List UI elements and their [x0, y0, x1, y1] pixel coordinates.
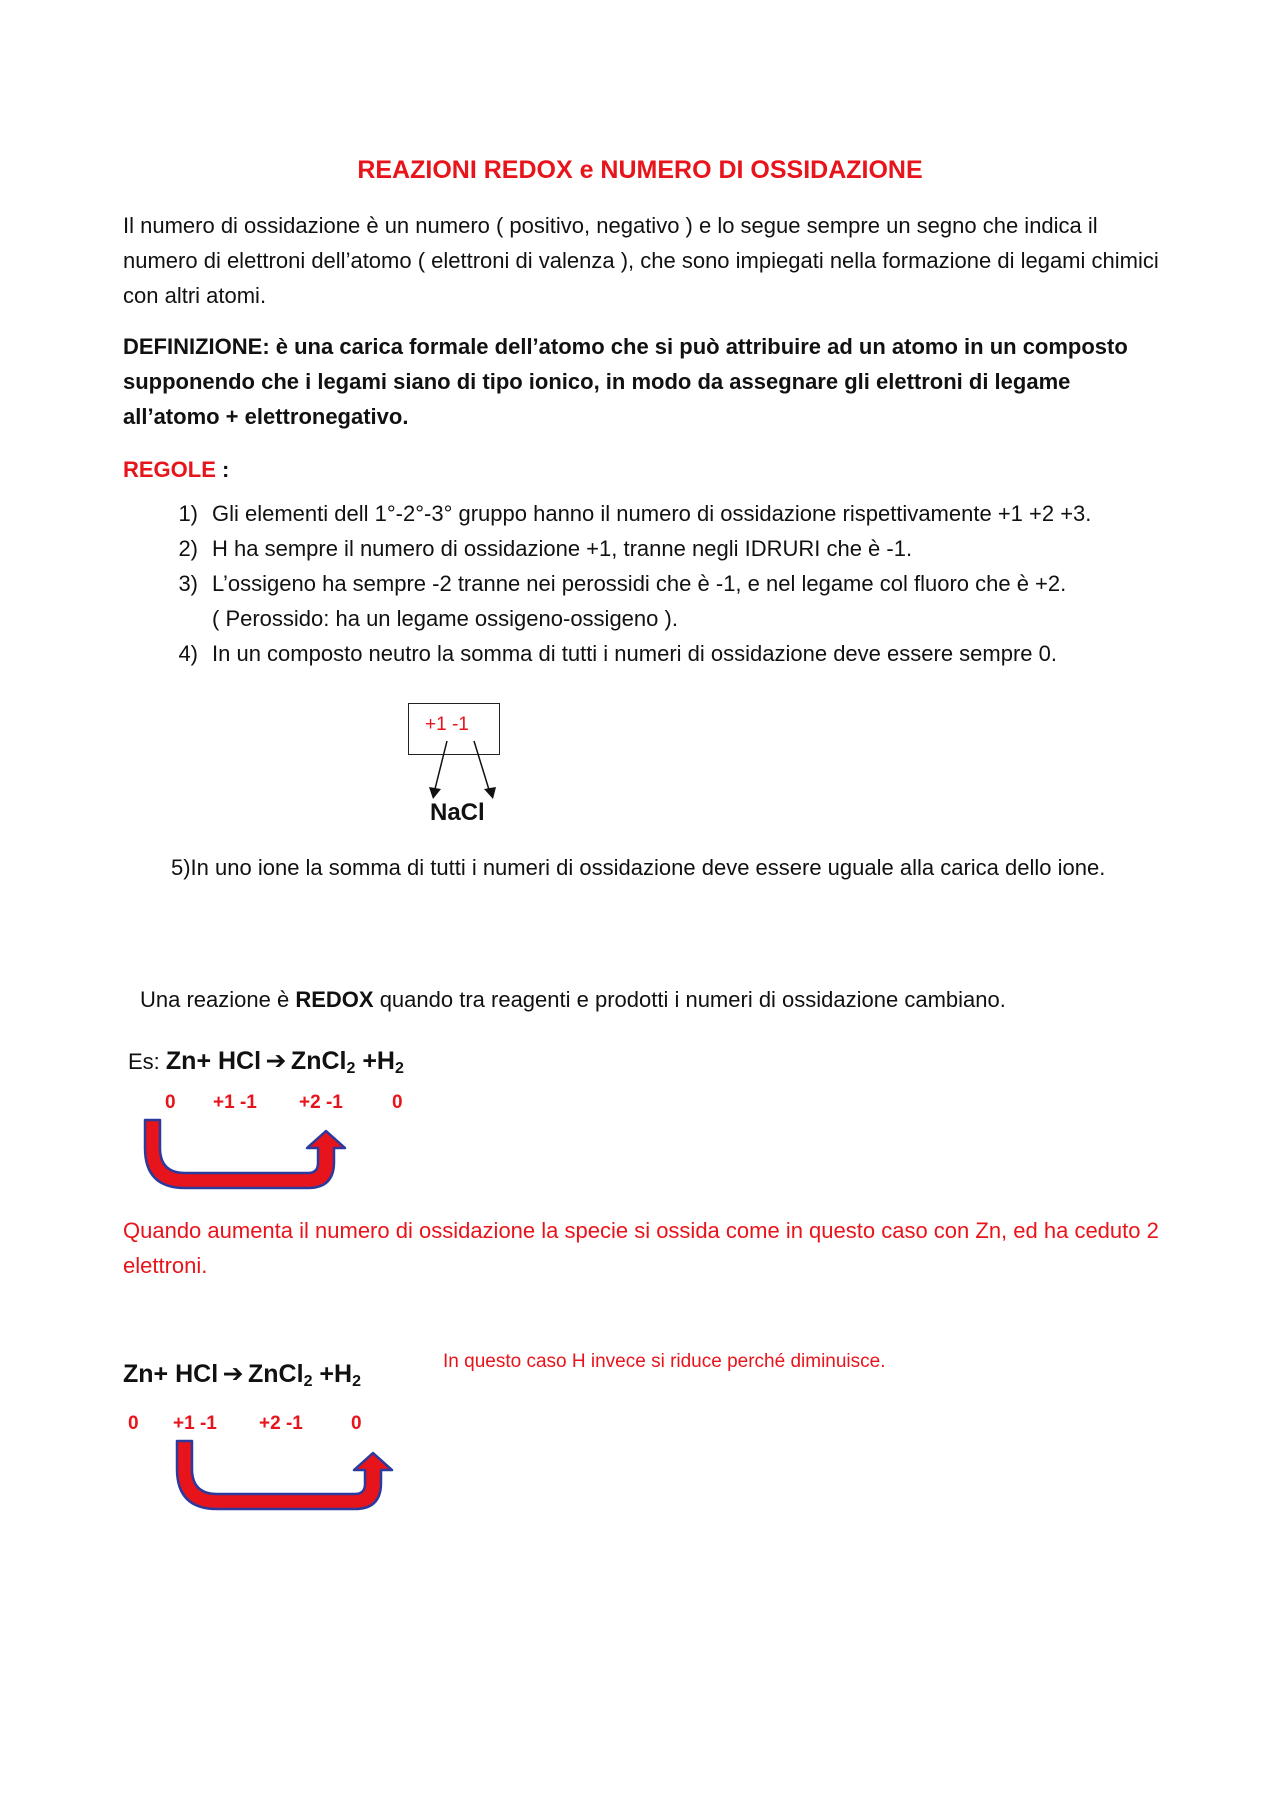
oxidation-number-zncl2: +2 -1: [259, 1413, 303, 1434]
oxidation-number-h2: 0: [351, 1413, 362, 1434]
reaction-arrow-icon: ➔: [265, 1047, 287, 1075]
rule-five-paragraph: 5)In uno ione la somma di tutti i numeri di ossidazione deve essere uguale alla carica dello ione.: [171, 855, 1106, 880]
list-item: [162, 606, 1182, 641]
oxidation-number-zncl2: +2 -1: [299, 1092, 343, 1113]
example-prefix: Es:: [128, 1049, 166, 1074]
redox-keyword: REDOX: [295, 987, 374, 1012]
oxidation-explanation: Quando aumenta il numero di ossidazione la specie si ossida come in questo caso con Zn, ed ha ceduto 2 elettroni.: [123, 1218, 1159, 1278]
subscript: 2: [394, 1060, 404, 1077]
rules-heading: [123, 452, 1173, 487]
rules-heading-label: REGOLE: [123, 457, 216, 482]
page-title: REAZIONI REDOX e NUMERO DI OSSIDAZIONE: [357, 156, 923, 184]
rule-number: 2): [178, 536, 198, 561]
rules-heading-colon: :: [222, 457, 230, 482]
rule-text: Gli elementi dell 1°-2°-3° gruppo hanno il numero di ossidazione rispettivamente +1 +2 +3.: [212, 501, 1092, 526]
subscript: 2: [303, 1373, 313, 1390]
arrowhead-icon: [429, 787, 441, 799]
equation-reactants: Zn+ HCl: [123, 1360, 219, 1388]
rule-text: In un composto neutro la somma di tutti i numeri di ossidazione deve essere sempre 0.: [212, 641, 1057, 666]
list-item: [162, 536, 1182, 571]
equation-product-zncl2: ZnCl: [248, 1360, 304, 1388]
list-item: [162, 501, 1182, 536]
rule-number: 1): [178, 501, 198, 526]
equation-product-h2: +H: [355, 1047, 395, 1075]
example-one-equation: [128, 1046, 404, 1076]
rule-number: 3): [178, 571, 198, 596]
equation-reactants: Zn+ HCl: [165, 1047, 262, 1075]
nacl-oxidation-numbers: +1 -1: [425, 714, 469, 735]
list-item: [162, 641, 1182, 676]
list-item: [162, 571, 1182, 606]
oxidation-number-hcl: +1 -1: [173, 1413, 217, 1434]
redox-sentence-before: Una reazione è: [140, 987, 296, 1012]
oxidation-number-hcl: +1 -1: [213, 1092, 257, 1113]
example-two-equation: [123, 1359, 361, 1389]
rules-list: [162, 501, 1182, 676]
redox-definition-sentence: [140, 987, 1006, 1013]
reaction-arrow-icon: ➔: [222, 1360, 244, 1388]
rule-number: 4): [178, 641, 198, 666]
rule-text: L’ossigeno ha sempre -2 tranne nei perossidi che è -1, e nel legame col fluoro che è +2.: [212, 571, 1067, 596]
rule-text: H ha sempre il numero di ossidazione +1, tranne negli IDRURI che è -1.: [212, 536, 913, 561]
oxidation-number-zn: 0: [128, 1413, 139, 1434]
equation-product-h2: +H: [312, 1360, 353, 1388]
reduction-note: In questo caso H invece si riduce perché diminuisce.: [443, 1351, 886, 1372]
intro-paragraph: Il numero di ossidazione è un numero ( positivo, negativo ) e lo segue sempre un segno che indica il numero di elettroni dell’atomo ( elettroni di valenza ), che sono impiegati nella formazione di legami chimici con altri atomi.: [123, 213, 1159, 308]
oxidation-number-zn: 0: [165, 1092, 176, 1113]
subscript: 2: [346, 1060, 356, 1077]
redox-sentence-after: quando tra reagenti e prodotti i numeri di ossidazione cambiano.: [373, 987, 1006, 1012]
rule-text: ( Perossido: ha un legame ossigeno-ossigeno ).: [212, 606, 678, 631]
equation-product-zncl2: ZnCl: [290, 1047, 347, 1075]
electron-transfer-arrow-two-icon: [177, 1441, 392, 1509]
nacl-formula: NaCl: [430, 799, 485, 826]
oxidation-number-h2: 0: [392, 1092, 403, 1113]
arrowhead-icon: [484, 787, 496, 799]
electron-transfer-arrow-one-icon: [145, 1120, 345, 1188]
subscript: 2: [352, 1373, 361, 1390]
definition-paragraph: DEFINIZIONE: è una carica formale dell’atomo che si può attribuire ad un atomo in un composto supponendo che i legami siano di tipo ionico, in modo da assegnare gli elettroni di legame all’atomo + elettronegativo.: [123, 334, 1128, 429]
